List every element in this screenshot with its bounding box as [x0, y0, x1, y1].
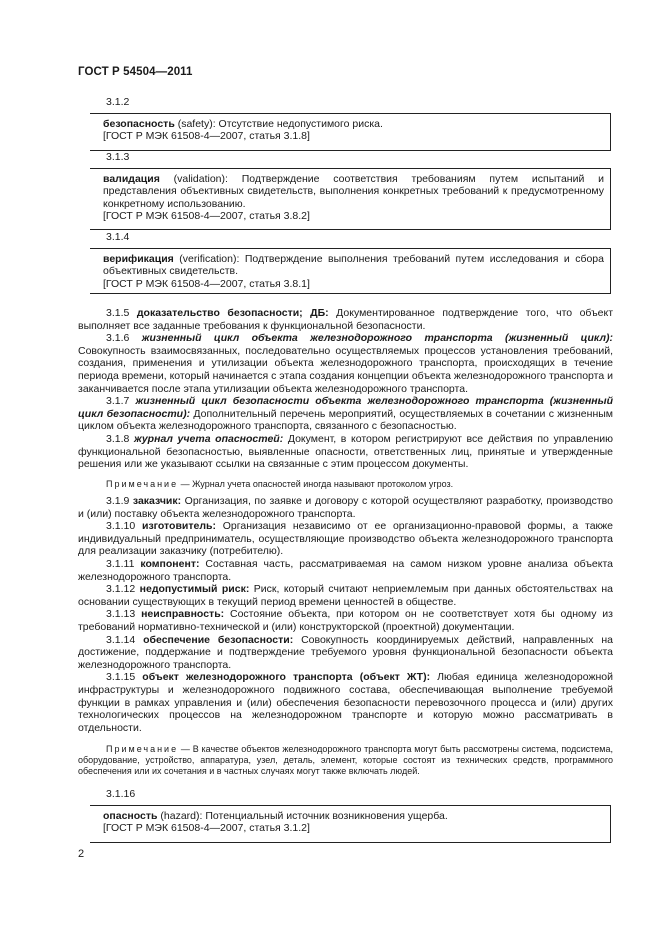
definition-box: [90, 113, 611, 151]
definitions-block-1: [78, 307, 613, 471]
term: недопустимый риск:: [139, 583, 250, 596]
definition-entry: 3.1.14 обеспечение безопасности: Совокупность координируемых действий, направленных на достижение, поддержание и подтверждение требуемого уровня функциональной безопасности объекта железнодорожного транспорта.: [78, 633, 613, 671]
note: [78, 479, 613, 490]
entry-number: 3.1.4: [106, 231, 130, 243]
term: заказчик:: [132, 495, 182, 507]
definition-entry: 3.1.12 недопустимый риск: Риск, который считают неприемлемым при данных обстоятельствах на основании существующих в текущий период времени ценностей в обществе.: [78, 583, 613, 608]
term: доказательство безопасности; ДБ:: [136, 307, 329, 319]
term: обеспечение безопасности:: [143, 633, 294, 646]
definition-entry: 3.1.15 объект железнодорожного транспорта (объект ЖТ): Любая единица железнодорожной инфраструктуры и железнодорожного подвижного состава, обеспечивающая выполнение требуемой функции в рамках управления и (или) обеспечения безопасности перевозочного процесса и (или) других технологических процессов на железнодорожном транспорте и которую можно рассматривать в отдельности.: [78, 671, 613, 734]
definition-box: [90, 805, 611, 843]
note-label: Примечание: [106, 479, 179, 489]
term: безопасность: [103, 118, 175, 130]
definition-entry: 3.1.5 доказательство безопасности; ДБ: Документированное подтверждение того, что объект выполняет все заданные требования к функциональной безопасности.: [78, 307, 614, 332]
entry-number: 3.1.3: [106, 151, 130, 163]
source-reference: [ГОСТ Р МЭК 61508-4—2007, статья 3.1.2]: [103, 822, 310, 835]
note-text: — Журнал учета опасностей иногда называют протоколом угроз.: [178, 479, 454, 489]
source-reference: [ГОСТ Р МЭК 61508-4—2007, статья 3.1.8]: [103, 130, 310, 143]
note: [78, 744, 613, 778]
page-number: 2: [78, 848, 85, 860]
definition-text: (validation): Подтверждение соответствия требованиям путем испытаний и представления объективных свидетельств, выполнения конкретных требований к предусмотренному конкретному использованию.: [103, 173, 604, 210]
source-reference: [ГОСТ Р МЭК 61508-4—2007, статья 3.8.1]: [103, 277, 310, 290]
term: компонент:: [140, 557, 200, 570]
entry-number: 3.1.2: [106, 96, 130, 108]
term: объект железнодорожного транспорта (объект ЖТ):: [142, 671, 431, 684]
definition-entry: 3.1.9 заказчик: Организация, по заявке и договору с которой осуществляют разработку, производство и (или) поставку объекта железнодорожного транспорта.: [78, 495, 613, 520]
definition-entry: 3.1.10 изготовитель: Организация независимо от ее организационно-правовой формы, а также индивидуальный предприниматель, осуществляющие производство объекта железнодорожного транспорта для реализации заказчику (потребителю).: [78, 520, 614, 558]
definition-entry: 3.1.7 жизненный цикл безопасности объекта железнодорожного транспорта (жизненный цикл безопасности): Дополнительный перечень мероприятий, осуществляемых в сочетании с жизненным циклом объекта железнодорожного транспорта, связанного с безопасностью.: [78, 395, 614, 433]
definition-entry: 3.1.8 журнал учета опасностей: Документ, в котором регистрируют все действия по управлению функциональной безопасностью, выявленные опасности, ответственных лиц, принятые и утвержденные решения или же указывают ссылки на связанные с этим процессом документы.: [78, 432, 613, 471]
definition-box: [90, 248, 611, 294]
note-label: Примечание: [106, 744, 179, 754]
term: верификация: [103, 253, 174, 265]
definition-text: (hazard): Потенциальный источник возникновения ущерба.: [157, 810, 448, 822]
entry-number: 3.1.16: [106, 788, 136, 800]
term: неисправность:: [141, 608, 225, 621]
source-reference: [ГОСТ Р МЭК 61508-4—2007, статья 3.8.2]: [103, 210, 310, 223]
definition-entry: 3.1.11 компонент: Составная часть, рассматриваемая на самом низком уровне анализа объекта железнодорожного транспорта.: [78, 557, 613, 583]
term: валидация: [103, 173, 160, 185]
definition-entry: 3.1.6 жизненный цикл объекта железнодорожного транспорта (жизненный цикл): Совокупность взаимосвязанных, последовательно осуществляемых процессов установления требований, создания, применения и утилизации объекта железнодорожного транспорта, происходящих в течение периода времени, который начинается с этапа создания концепции объекта железнодорожного транспорта и заканчивается после этапа утилизации объекта железнодорожного транспорта.: [78, 332, 613, 395]
term: жизненный цикл объекта железнодорожного транспорта (жизненный цикл):: [141, 332, 613, 345]
term: жизненный цикл безопасности объекта железнодорожного транспорта (жизненный цикл безопасности):: [78, 395, 614, 420]
definitions-block-2: [78, 495, 613, 734]
definition-entry: 3.1.13 неисправность: Состояние объекта, при котором он не соответствует хотя бы одному из требований нормативно-технической и (или) конструкторской (проектной) документации.: [78, 608, 613, 633]
definition-box: [90, 168, 611, 230]
term: опасность: [103, 810, 158, 822]
term: журнал учета опасностей:: [133, 432, 284, 445]
definition-text: (verification): Подтверждение выполнения требований путем исследования и сбора объективных свидетельств.: [103, 253, 604, 278]
definition-text: (safety): Отсутствие недопустимого риска.: [174, 118, 383, 130]
note-text: — В качестве объектов железнодорожного транспорта могут быть рассмотрены система, подсистема, оборудование, устройство, аппаратура, узел, деталь, элемент, которые состоят из технических средств, программного обеспечения или их сочетания и в частных случаях могут также включать людей.: [78, 744, 613, 777]
term: изготовитель:: [141, 520, 216, 533]
document-header: ГОСТ Р 54504—2011: [78, 66, 193, 78]
